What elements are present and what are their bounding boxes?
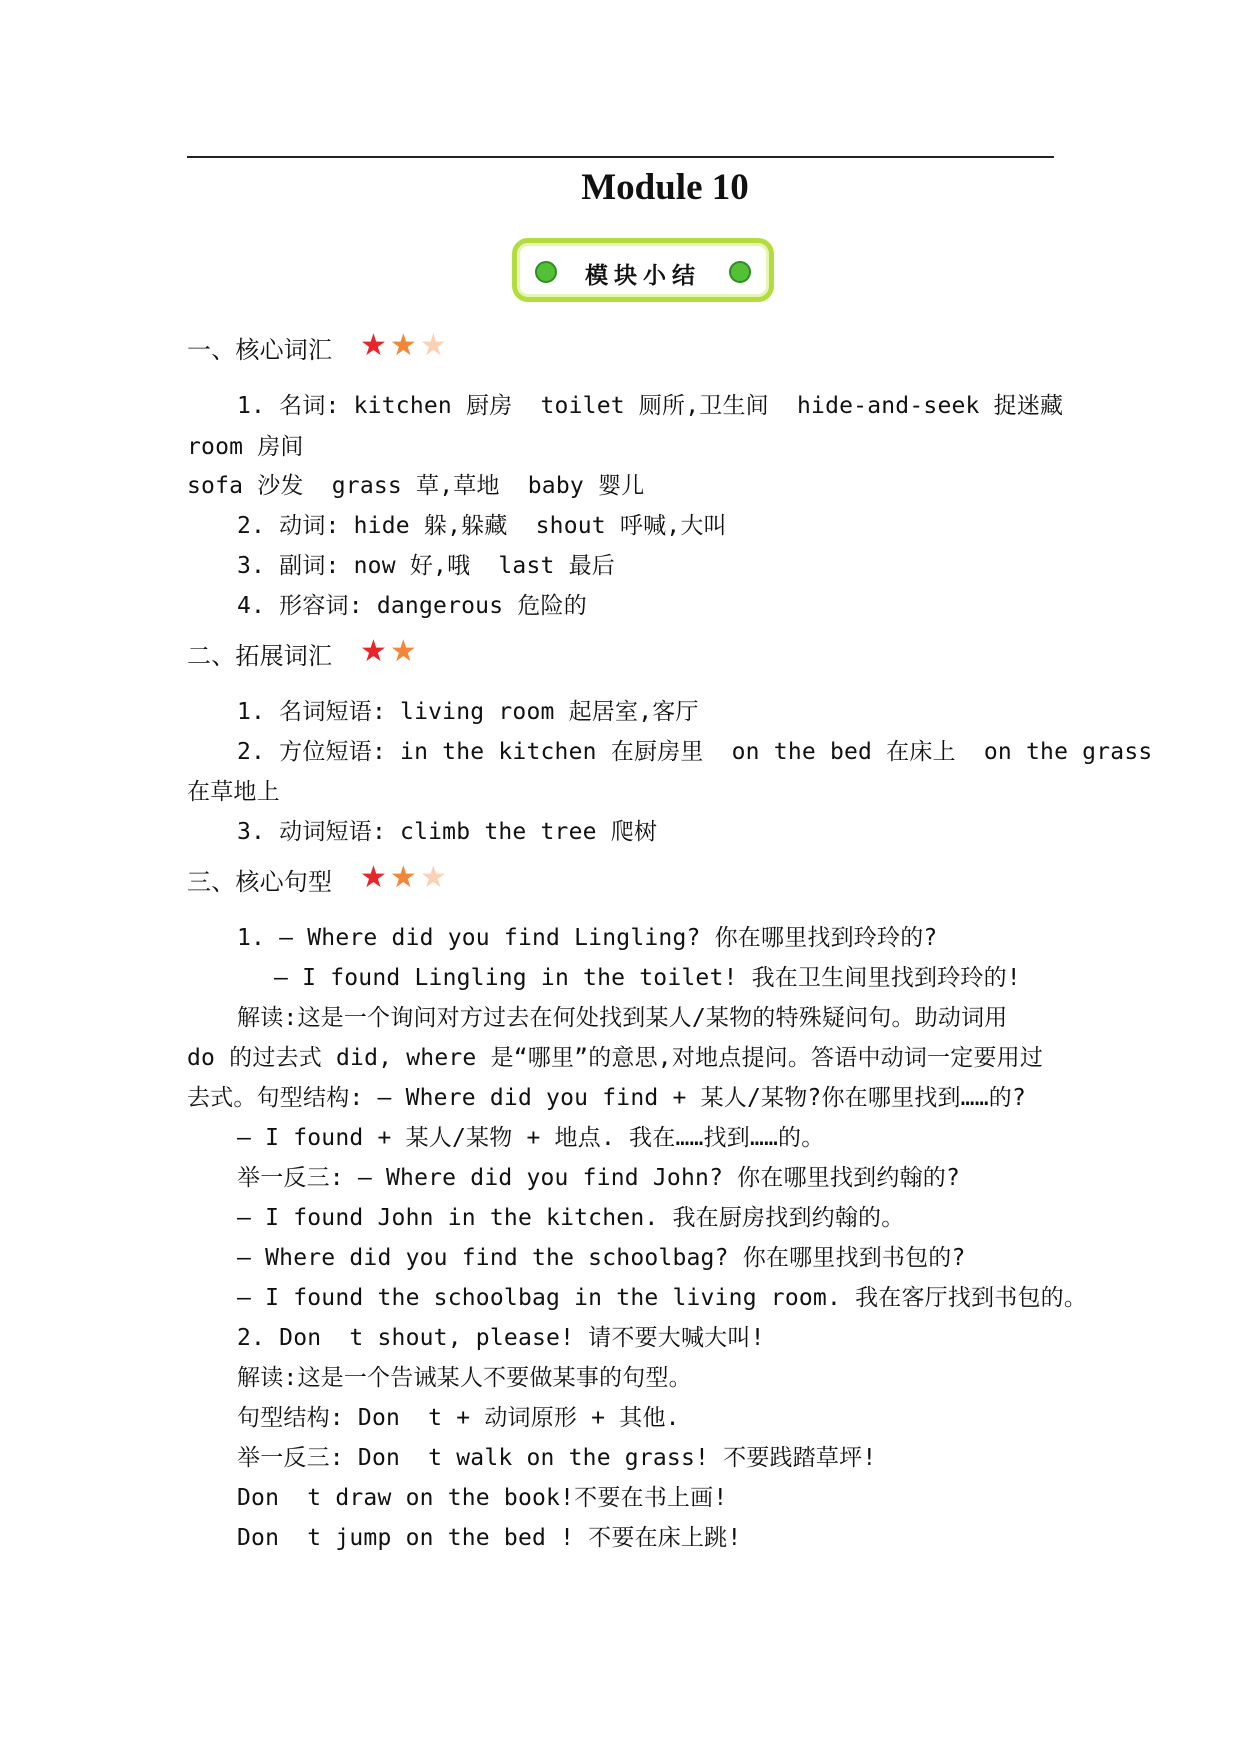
vocab-line: 2. 动词: hide 躲,躲藏 shout 呼喊,大叫 [237,513,727,539]
explanation-line: do 的过去式 did, where 是“哪里”的意思,对地点提问。答语中动词一定要用过 [187,1045,1044,1071]
phrase-line: 3. 动词短语: climb the tree 爬树 [237,819,658,845]
sentence-line: 2. Don t shout, please! 请不要大喊大叫! [237,1325,765,1351]
phrase-line: 1. 名词短语: living room 起居室,客厅 [237,699,699,725]
phrase-line: 在草地上 [187,779,280,805]
example-line: Don t draw on the book!不要在书上画! [237,1485,728,1511]
explanation-line: 解读:这是一个告诫某人不要做某事的句型。 [237,1365,692,1391]
sentence-line: 1. — Where did you find Lingling? 你在哪里找到玲玲的? [237,925,938,951]
star-icon: ★ [419,328,450,363]
rating-stars [360,328,450,363]
page-title: Module 10 [581,167,749,208]
sentence-line: — I found + 某人/某物 + 地点. 我在……找到……的。 [237,1125,825,1151]
section-heading-core-sentences: 三、核心句型 [187,868,333,896]
star-icon: ★ [389,860,420,895]
structure-line: 句型结构: Don t + 动词原形 + 其他. [237,1405,680,1431]
example-line: — Where did you find the schoolbag? 你在哪里找到书包的? [237,1245,966,1271]
example-line: Don t jump on the bed ! 不要在床上跳! [237,1525,742,1551]
vocab-line: room 房间 [187,434,304,460]
vocab-line: 1. 名词: kitchen 厨房 toilet 厕所,卫生间 hide-and-seek 捉迷藏 [237,393,1064,419]
rating-stars [360,634,420,669]
example-line: 举一反三: Don t walk on the grass! 不要践踏草坪! [237,1445,877,1471]
star-icon: ★ [389,634,420,669]
section-badge [512,238,774,302]
vocab-line: 3. 副词: now 好,哦 last 最后 [237,553,616,579]
vocab-line: sofa 沙发 grass 草,草地 baby 婴儿 [187,473,645,499]
star-icon: ★ [360,860,390,895]
phrase-line: 2. 方位短语: in the kitchen 在厨房里 on the bed 在床上 on the grass [237,739,1153,765]
star-icon: ★ [389,328,420,363]
top-rule [187,156,1054,158]
star-icon: ★ [360,634,390,669]
rating-stars [360,860,450,895]
section-heading-core-vocabulary: 一、核心词汇 [187,336,333,364]
explanation-line: 解读:这是一个询问对方过去在何处找到某人/某物的特殊疑问句。助动词用 [237,1005,1008,1031]
section-heading-extended-vocabulary: 二、拓展词汇 [187,642,333,670]
green-dot-icon [729,261,751,283]
star-icon: ★ [419,860,450,895]
example-line: 举一反三: — Where did you find John? 你在哪里找到约翰的? [237,1165,961,1191]
example-line: — I found the schoolbag in the living room. 我在客厅找到书包的。 [237,1285,1088,1311]
example-line: — I found John in the kitchen. 我在厨房找到约翰的。 [237,1205,905,1231]
sentence-line: — I found Lingling in the toilet! 我在卫生间里找到玲玲的! [274,965,1021,991]
star-icon: ★ [360,328,390,363]
vocab-line: 4. 形容词: dangerous 危险的 [237,593,587,619]
badge-label: 模块小结 [585,263,701,289]
explanation-line: 去式。句型结构: — Where did you find + 某人/某物?你在哪里找到……的? [187,1085,1027,1111]
